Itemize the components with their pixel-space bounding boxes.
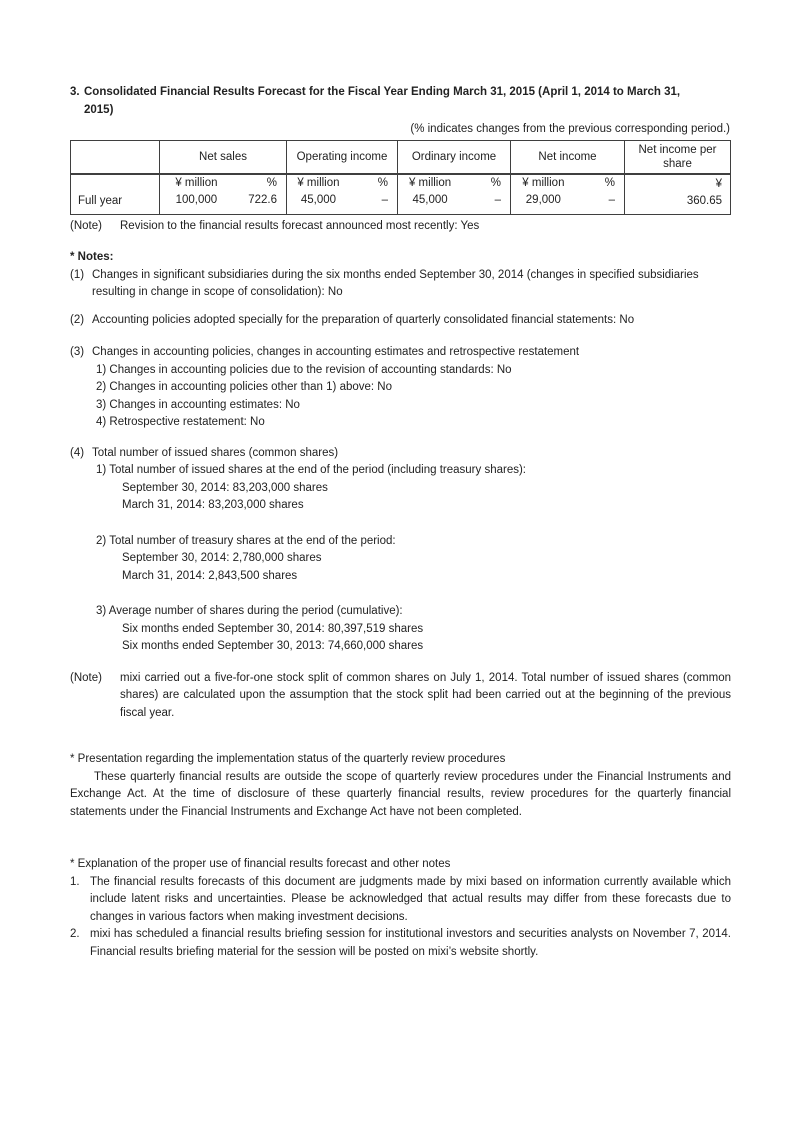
note-item-2-number: (2) xyxy=(70,313,85,326)
note-item-1-number: (1) xyxy=(70,268,85,281)
cell-ordinary-income xyxy=(398,174,511,215)
shares-group-treasury-title: 2) Total number of treasury shares at the end of the period: xyxy=(96,534,396,547)
stock-split-note-label: (Note) xyxy=(70,671,102,684)
note-item-3-number: (3) xyxy=(70,346,85,358)
section-number: 3. xyxy=(70,86,80,98)
presentation-body: These quarterly financial results are outside the scope of quarterly review procedures under the Financial Instruments and Exchange Act. At the time of disclosure of these quarterly financial results, review procedures for the quarterly financial statements under the Financial Instruments and Exchange Act have not been completed. xyxy=(70,770,731,818)
cell-net-sales xyxy=(160,174,287,215)
shares-group-issued-line1: September 30, 2014: 83,203,000 shares xyxy=(122,481,328,494)
note-item-2-text: Accounting policies adopted specially for the preparation of quarterly consolidated financial statements: No xyxy=(92,313,635,326)
table-row-full-year xyxy=(71,174,731,215)
shares-group-average-title: 3) Average number of shares during the period (cumulative): xyxy=(96,605,403,617)
note-item-3-sub1: 1) Changes in accounting policies due to the revision of accounting standards: No xyxy=(96,363,512,376)
col-header-net-sales: Net sales xyxy=(160,140,287,174)
explanation-item-1-number: 1. xyxy=(70,875,80,888)
unit-pct-ordinary-income: % xyxy=(490,177,501,190)
explanation-item-1-text: The financial results forecasts of this document are judgments made by mixi based on information currently available which include latent risks and uncertainties. Please be acknowledged that actual results may differ from these forecasts due to changes in various factors when making investment decisions. xyxy=(90,875,731,923)
note-item-3-sub2: 2) Changes in accounting policies other than 1) above: No xyxy=(96,381,392,393)
shares-group-average-line2: Six months ended September 30, 2013: 74,660,000 shares xyxy=(122,640,424,652)
unit-net-income-per-share: ¥ xyxy=(715,177,722,190)
explanation-item-2-number: 2. xyxy=(70,928,80,940)
forecast-table xyxy=(70,140,731,215)
shares-group-issued-line2: March 31, 2014: 83,203,000 shares xyxy=(122,499,304,511)
value-ordinary-income: 45,000 xyxy=(412,194,448,207)
table-note-text: Revision to the financial results forecast announced most recently: Yes xyxy=(120,219,480,232)
presentation-heading: * Presentation regarding the implementation status of the quarterly review procedures xyxy=(70,753,506,765)
change-ordinary-income: – xyxy=(494,194,501,207)
note-item-3-text: Changes in accounting policies, changes in accounting estimates and retrospective restatement xyxy=(92,346,580,358)
explanation-item-2-text: mixi has scheduled a financial results briefing session for institutional investors and securities analysts on November 7, 2014. Financial results briefing material for the session will be posted on mixi’s website shortly. xyxy=(90,928,731,958)
section-title-line1: Consolidated Financial Results Forecast for the Fiscal Year Ending March 31, 2015 (April 1, 2014 to March 31, xyxy=(84,86,681,98)
note-item-3-sub3: 3) Changes in accounting estimates: No xyxy=(96,398,300,411)
note-item-1 xyxy=(70,267,731,302)
explanation-heading: * Explanation of the proper use of financial results forecast and other notes xyxy=(70,858,451,870)
change-operating-income: – xyxy=(381,194,388,207)
col-header-operating-income: Operating income xyxy=(287,140,398,174)
table-note xyxy=(70,218,731,236)
stock-split-note-text: mixi carried out a five-for-one stock split of common shares on July 1, 2014. Total number of issued shares (common shares) are calculated upon the assumption that the stock split had been carried out at the beginning of the previous fiscal year. xyxy=(120,671,731,719)
note-item-4 xyxy=(70,445,731,656)
shares-group-treasury-line2: March 31, 2014: 2,843,500 shares xyxy=(122,569,298,582)
table-header-row xyxy=(71,140,731,174)
value-operating-income: 45,000 xyxy=(300,194,337,207)
table-corner-cell xyxy=(71,140,160,174)
stock-split-note xyxy=(70,670,731,723)
shares-group-average-line1: Six months ended September 30, 2014: 80,397,519 shares xyxy=(122,622,424,635)
note-item-4-number: (4) xyxy=(70,446,85,459)
unit-pct-net-sales: % xyxy=(266,177,277,190)
col-header-net-income-per-share: Net income per share xyxy=(625,140,731,174)
section-title xyxy=(84,84,680,119)
note-item-3-sub4: 4) Retrospective restatement: No xyxy=(96,416,265,428)
value-net-sales: 100,000 xyxy=(175,194,218,207)
table-note-label: (Note) xyxy=(70,219,102,232)
unit-operating-income: ¥ million xyxy=(297,177,340,190)
explanation-item-2 xyxy=(70,926,731,961)
table-caption: (% indicates changes from the previous corresponding period.) xyxy=(410,123,730,135)
unit-net-sales: ¥ million xyxy=(175,177,218,190)
unit-pct-net-income: % xyxy=(604,177,615,190)
unit-ordinary-income: ¥ million xyxy=(408,177,452,190)
note-item-4-text: Total number of issued shares (common shares) xyxy=(92,446,339,459)
section-title-line2: 2015) xyxy=(84,103,114,116)
section-heading xyxy=(70,84,731,119)
shares-group-average xyxy=(92,603,731,656)
col-header-ordinary-income: Ordinary income xyxy=(398,140,511,174)
unit-net-income: ¥ million xyxy=(522,177,565,190)
note-item-3 xyxy=(70,344,731,432)
cell-net-income xyxy=(511,174,625,215)
cell-net-income-per-share xyxy=(625,174,731,215)
change-net-income: – xyxy=(608,194,615,207)
shares-group-issued-title: 1) Total number of issued shares at the end of the period (including treasury shares): xyxy=(96,464,526,476)
row-label-full-year: Full year xyxy=(71,174,160,215)
cell-operating-income xyxy=(287,174,398,215)
value-net-income: 29,000 xyxy=(525,194,561,207)
col-header-net-income: Net income xyxy=(511,140,625,174)
note-item-2 xyxy=(70,312,731,330)
shares-group-treasury-line1: September 30, 2014: 2,780,000 shares xyxy=(122,552,322,564)
shares-group-treasury xyxy=(92,533,731,586)
shares-group-issued xyxy=(92,462,731,515)
change-net-sales: 722.6 xyxy=(248,194,277,207)
note-item-1-text: Changes in significant subsidiaries during the six months ended September 30, 2014 (changes in specified subsidiaries resulting in change in scope of consolidation): No xyxy=(92,268,699,298)
notes-heading: * Notes: xyxy=(70,251,114,263)
unit-pct-operating-income: % xyxy=(377,177,388,190)
value-net-income-per-share: 360.65 xyxy=(686,194,722,207)
note-item-3-sublist xyxy=(92,362,731,432)
explanation-item-1 xyxy=(70,874,731,927)
